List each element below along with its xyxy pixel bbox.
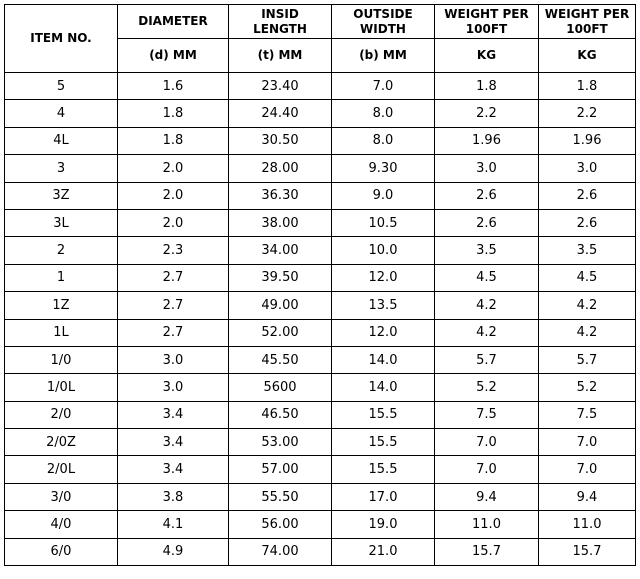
cell-length: 56.00 bbox=[229, 511, 332, 538]
cell-diameter: 1.8 bbox=[118, 127, 229, 154]
cell-weight-2: 5.2 bbox=[539, 374, 636, 401]
cell-weight-2: 2.6 bbox=[539, 182, 636, 209]
cell-weight-1: 15.7 bbox=[435, 538, 539, 565]
cell-length: 52.00 bbox=[229, 319, 332, 346]
cell-diameter: 2.7 bbox=[118, 319, 229, 346]
unit-weight-2: KG bbox=[539, 39, 636, 73]
cell-width: 14.0 bbox=[332, 374, 435, 401]
table-header bbox=[5, 5, 636, 73]
cell-weight-1: 4.2 bbox=[435, 319, 539, 346]
header-outside-width bbox=[332, 5, 435, 39]
cell-width: 15.5 bbox=[332, 401, 435, 428]
table-row bbox=[5, 346, 636, 373]
cell-weight-2: 5.7 bbox=[539, 346, 636, 373]
cell-item: 2 bbox=[5, 237, 118, 264]
cell-diameter: 2.7 bbox=[118, 264, 229, 291]
cell-item: 1 bbox=[5, 264, 118, 291]
cell-diameter: 1.8 bbox=[118, 100, 229, 127]
cell-length: 53.00 bbox=[229, 429, 332, 456]
cell-width: 13.5 bbox=[332, 292, 435, 319]
cell-item: 1Z bbox=[5, 292, 118, 319]
cell-weight-1: 7.0 bbox=[435, 456, 539, 483]
table-row bbox=[5, 456, 636, 483]
header-weight-1 bbox=[435, 5, 539, 39]
header-weight-2-line2: 100FT bbox=[566, 21, 608, 36]
cell-weight-2: 2.2 bbox=[539, 100, 636, 127]
cell-weight-2: 7.0 bbox=[539, 456, 636, 483]
cell-weight-1: 9.4 bbox=[435, 483, 539, 510]
cell-diameter: 2.7 bbox=[118, 292, 229, 319]
cell-item: 6/0 bbox=[5, 538, 118, 565]
table-row bbox=[5, 319, 636, 346]
header-weight-2-line1: WEIGHT PER bbox=[544, 6, 630, 21]
header-insid-length bbox=[229, 5, 332, 39]
table-row bbox=[5, 483, 636, 510]
cell-width: 17.0 bbox=[332, 483, 435, 510]
cell-weight-2: 4.5 bbox=[539, 264, 636, 291]
cell-length: 55.50 bbox=[229, 483, 332, 510]
cell-weight-1: 11.0 bbox=[435, 511, 539, 538]
spec-table-container bbox=[4, 4, 635, 566]
cell-width: 15.5 bbox=[332, 456, 435, 483]
table-row bbox=[5, 73, 636, 100]
header-outside-width-line2: WIDTH bbox=[360, 21, 406, 36]
cell-weight-2: 3.0 bbox=[539, 155, 636, 182]
cell-weight-1: 4.2 bbox=[435, 292, 539, 319]
table-row bbox=[5, 374, 636, 401]
table-row bbox=[5, 209, 636, 236]
table-row bbox=[5, 292, 636, 319]
cell-width: 10.0 bbox=[332, 237, 435, 264]
cell-item: 1/0 bbox=[5, 346, 118, 373]
cell-weight-1: 2.6 bbox=[435, 182, 539, 209]
cell-weight-1: 5.7 bbox=[435, 346, 539, 373]
header-weight-1-line2: 100FT bbox=[465, 21, 508, 36]
table-row bbox=[5, 127, 636, 154]
cell-weight-2: 1.96 bbox=[539, 127, 636, 154]
cell-width: 12.0 bbox=[332, 264, 435, 291]
cell-weight-2: 7.5 bbox=[539, 401, 636, 428]
cell-diameter: 2.0 bbox=[118, 155, 229, 182]
header-insid-length-line2: LENGTH bbox=[253, 21, 307, 36]
cell-width: 21.0 bbox=[332, 538, 435, 565]
cell-diameter: 2.0 bbox=[118, 209, 229, 236]
unit-length: (t) MM bbox=[229, 39, 332, 73]
cell-weight-2: 9.4 bbox=[539, 483, 636, 510]
cell-width: 9.0 bbox=[332, 182, 435, 209]
header-weight-2 bbox=[539, 5, 636, 39]
spec-table bbox=[4, 4, 636, 566]
cell-length: 23.40 bbox=[229, 73, 332, 100]
cell-weight-1: 7.0 bbox=[435, 429, 539, 456]
cell-length: 46.50 bbox=[229, 401, 332, 428]
cell-weight-1: 1.96 bbox=[435, 127, 539, 154]
cell-diameter: 3.4 bbox=[118, 401, 229, 428]
cell-diameter: 3.0 bbox=[118, 346, 229, 373]
cell-weight-1: 1.8 bbox=[435, 73, 539, 100]
cell-length: 36.30 bbox=[229, 182, 332, 209]
cell-diameter: 3.8 bbox=[118, 483, 229, 510]
unit-weight-1: KG bbox=[435, 39, 539, 73]
table-row bbox=[5, 538, 636, 565]
cell-item: 3/0 bbox=[5, 483, 118, 510]
cell-length: 45.50 bbox=[229, 346, 332, 373]
cell-length: 24.40 bbox=[229, 100, 332, 127]
cell-diameter: 2.3 bbox=[118, 237, 229, 264]
cell-weight-1: 4.5 bbox=[435, 264, 539, 291]
cell-width: 19.0 bbox=[332, 511, 435, 538]
cell-weight-1: 5.2 bbox=[435, 374, 539, 401]
header-row-titles bbox=[5, 5, 636, 39]
cell-width: 9.30 bbox=[332, 155, 435, 182]
header-item-no: ITEM NO. bbox=[5, 5, 118, 73]
table-row bbox=[5, 511, 636, 538]
cell-item: 1L bbox=[5, 319, 118, 346]
cell-length: 5600 bbox=[229, 374, 332, 401]
cell-weight-1: 7.5 bbox=[435, 401, 539, 428]
cell-weight-1: 2.6 bbox=[435, 209, 539, 236]
cell-length: 28.00 bbox=[229, 155, 332, 182]
cell-diameter: 3.4 bbox=[118, 429, 229, 456]
cell-item: 4/0 bbox=[5, 511, 118, 538]
cell-weight-2: 7.0 bbox=[539, 429, 636, 456]
unit-diameter: (d) MM bbox=[118, 39, 229, 73]
header-diameter-label: DIAMETER bbox=[138, 14, 208, 28]
cell-diameter: 4.9 bbox=[118, 538, 229, 565]
cell-item: 2/0L bbox=[5, 456, 118, 483]
cell-weight-1: 2.2 bbox=[435, 100, 539, 127]
cell-weight-2: 11.0 bbox=[539, 511, 636, 538]
cell-length: 34.00 bbox=[229, 237, 332, 264]
cell-weight-2: 1.8 bbox=[539, 73, 636, 100]
cell-width: 7.0 bbox=[332, 73, 435, 100]
cell-item: 4L bbox=[5, 127, 118, 154]
table-row bbox=[5, 182, 636, 209]
cell-weight-1: 3.0 bbox=[435, 155, 539, 182]
cell-item: 3L bbox=[5, 209, 118, 236]
cell-item: 5 bbox=[5, 73, 118, 100]
cell-length: 39.50 bbox=[229, 264, 332, 291]
cell-weight-2: 4.2 bbox=[539, 319, 636, 346]
cell-width: 15.5 bbox=[332, 429, 435, 456]
cell-length: 74.00 bbox=[229, 538, 332, 565]
cell-item: 3Z bbox=[5, 182, 118, 209]
cell-diameter: 1.6 bbox=[118, 73, 229, 100]
table-row bbox=[5, 429, 636, 456]
cell-weight-2: 3.5 bbox=[539, 237, 636, 264]
header-diameter bbox=[118, 5, 229, 39]
cell-weight-1: 3.5 bbox=[435, 237, 539, 264]
cell-weight-2: 15.7 bbox=[539, 538, 636, 565]
cell-diameter: 2.0 bbox=[118, 182, 229, 209]
cell-item: 3 bbox=[5, 155, 118, 182]
cell-length: 30.50 bbox=[229, 127, 332, 154]
cell-width: 12.0 bbox=[332, 319, 435, 346]
cell-length: 49.00 bbox=[229, 292, 332, 319]
cell-diameter: 3.0 bbox=[118, 374, 229, 401]
header-outside-width-line1: OUTSIDE bbox=[353, 6, 413, 21]
cell-width: 8.0 bbox=[332, 100, 435, 127]
cell-width: 8.0 bbox=[332, 127, 435, 154]
cell-width: 14.0 bbox=[332, 346, 435, 373]
header-weight-1-line1: WEIGHT PER bbox=[444, 6, 529, 21]
cell-item: 2/0Z bbox=[5, 429, 118, 456]
table-row bbox=[5, 264, 636, 291]
cell-width: 10.5 bbox=[332, 209, 435, 236]
cell-diameter: 4.1 bbox=[118, 511, 229, 538]
cell-item: 1/0L bbox=[5, 374, 118, 401]
table-row bbox=[5, 237, 636, 264]
cell-item: 2/0 bbox=[5, 401, 118, 428]
header-insid-length-line1: INSID bbox=[261, 6, 299, 21]
table-row bbox=[5, 100, 636, 127]
table-body bbox=[5, 73, 636, 566]
cell-weight-2: 2.6 bbox=[539, 209, 636, 236]
cell-length: 38.00 bbox=[229, 209, 332, 236]
cell-length: 57.00 bbox=[229, 456, 332, 483]
table-row bbox=[5, 401, 636, 428]
unit-width: (b) MM bbox=[332, 39, 435, 73]
cell-item: 4 bbox=[5, 100, 118, 127]
cell-diameter: 3.4 bbox=[118, 456, 229, 483]
cell-weight-2: 4.2 bbox=[539, 292, 636, 319]
table-row bbox=[5, 155, 636, 182]
